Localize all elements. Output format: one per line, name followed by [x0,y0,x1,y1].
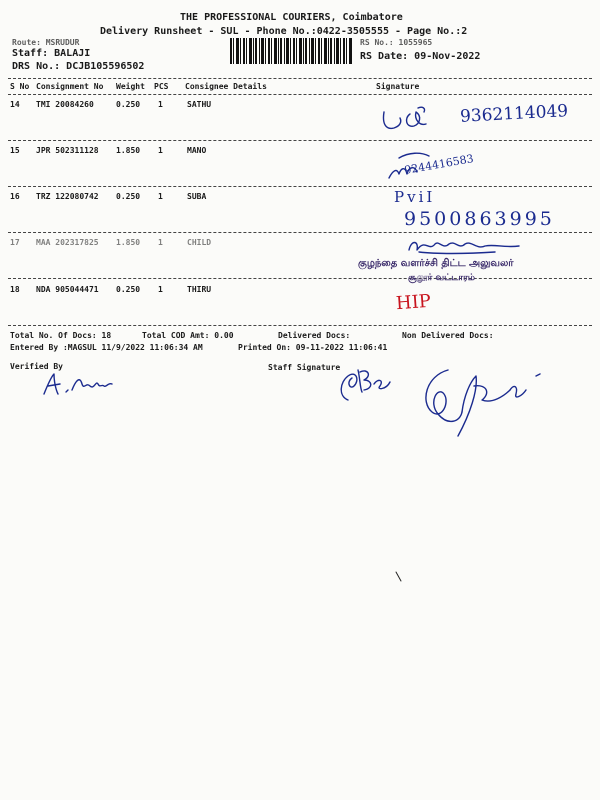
phone-row14: 9362114049 [459,101,569,127]
row-pcs: 1 [158,238,163,247]
row-consignee: THIRU [187,285,212,294]
row-rule [8,232,592,233]
row-consignee: SATHU [187,100,212,109]
non-delivered-docs: Non Delivered Docs: [402,331,494,340]
row-sno: 14 [10,100,20,109]
row-consignee: SUBA [187,192,207,201]
runsheet-subtitle: Delivery Runsheet - SUL - Phone No.:0422-3505555 - Page No.:2 [100,26,468,37]
signature-row17 [405,234,525,256]
printed-on: Printed On: 09-11-2022 11:06:41 [238,343,388,352]
staff-signature-1 [334,360,394,406]
staff-label: Staff: BALAJI [12,48,91,59]
table-header-rule [8,94,592,95]
row-pcs: 1 [158,146,163,155]
verified-by-label: Verified By [10,362,63,371]
row-rule [8,278,592,279]
row-weight: 0.250 [116,285,141,294]
stray-pen-mark [394,570,404,584]
col-consignment: Consignment No [36,82,104,91]
row-weight: 1.850 [116,146,141,155]
phone-row15: 9244416583 [403,152,475,177]
total-cod: Total COD Amt: 0.00 [142,331,234,340]
rs-number: RS No.: 1055965 [360,38,433,47]
row-sno: 15 [10,146,20,155]
row-consignment: JPR 502311128 [36,146,99,155]
row-consignment: TMI 20084260 [36,100,94,109]
company-title: THE PROFESSIONAL COURIERS, Coimbatore [180,12,403,23]
row-sno: 16 [10,192,20,201]
row-rule [8,186,592,187]
stamp-line1: குழந்தை வளர்ச்சி திட்ட அலுவலர் [358,258,514,269]
red-mark: HIP [395,290,432,315]
verifier-signature [40,370,120,398]
barcode [230,38,352,64]
delivered-docs: Delivered Docs: [278,331,351,340]
row-consignment: NDA 905044471 [36,285,99,294]
row-weight: 1.850 [116,238,141,247]
col-consignee: Consignee Details [185,82,267,91]
row-pcs: 1 [158,192,163,201]
row-weight: 0.250 [116,192,141,201]
row-consignment: TRZ 122080742 [36,192,99,201]
row-consignee: MANO [187,146,207,155]
entered-by: Entered By :MAGSUL 11/9/2022 11:06:34 AM [10,343,203,352]
col-pcs: PCS [154,82,169,91]
staff-signature-2 [418,366,558,446]
stamp-line2: சூலூர் வட்டாரம் [408,273,475,283]
table-bottom-rule [8,325,592,326]
row-consignment: MAA 202317825 [36,238,99,247]
row-weight: 0.250 [116,100,141,109]
rs-date: RS Date: 09-Nov-2022 [360,51,481,62]
total-docs: Total No. Of Docs: 18 [10,331,112,340]
row-sno: 17 [10,238,20,247]
row-sno: 18 [10,285,20,294]
staff-signature-label: Staff Signature [268,363,341,372]
phone-row16: 9500863995 [404,208,555,230]
col-signature: Signature [376,82,420,91]
signature-row14 [380,104,450,136]
col-weight: Weight [116,82,145,91]
table-top-rule [8,78,592,79]
route-label: Route: MSRUDUR [12,38,80,47]
row-consignee: CHILD [187,238,212,247]
col-sno: S No [10,82,30,91]
drs-number: DRS No.: DCJB105596502 [12,61,145,72]
name-row16: PviI [394,188,436,206]
row-pcs: 1 [158,285,163,294]
row-pcs: 1 [158,100,163,109]
row-rule [8,140,592,141]
